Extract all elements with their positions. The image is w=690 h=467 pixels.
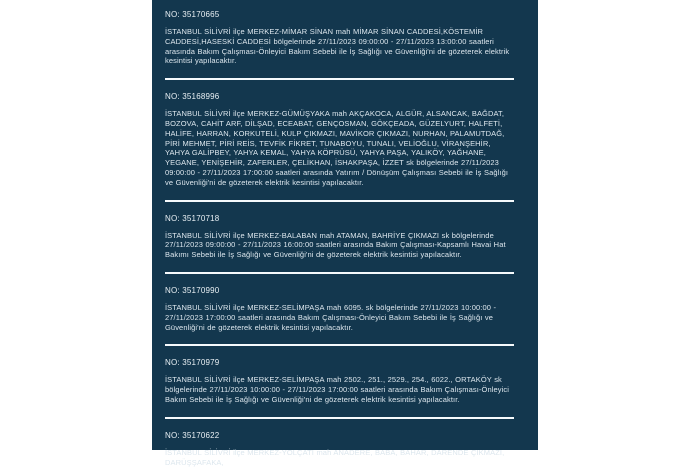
notice-number: NO: 35170718 <box>165 213 220 223</box>
outage-notice <box>165 358 514 418</box>
notice-number: NO: 35168996 <box>165 92 220 102</box>
notice-divider <box>165 417 514 419</box>
notice-number: NO: 35170665 <box>165 10 220 19</box>
notice-number: NO: 35170979 <box>165 358 220 368</box>
outage-notice-panel <box>152 0 538 467</box>
notice-text: İSTANBUL SİLİVRİ ilçe MERKEZ-YOLÇATI mah ANADERE, BABA, BAHAR, DARENDE ÇIKMAZI, DARÜŞŞAFAKA, <box>165 447 505 467</box>
outage-notice <box>165 431 514 467</box>
outage-notice <box>165 214 514 274</box>
notice-text: İSTANBUL SİLİVRİ ilçe MERKEZ-SELİMPAŞA mah 6095. sk bölgelerinde 27/11/2023 10:00:00 - 27/11/2023 17:00:00 saatleri arasında Bakım Çalışması-Önleyici Bakım Sebebi ile İş Sağlığı ve Güvenliği'ni de gözeterek elektrik kesintisi yapılacaktır. <box>165 302 497 332</box>
notice-divider <box>165 344 514 346</box>
outage-notice <box>165 92 514 201</box>
notice-divider <box>165 78 514 80</box>
outage-notice <box>165 10 514 80</box>
notice-text: İSTANBUL SİLİVRİ ilçe MERKEZ-BALABAN mah ATAMAN, BAHRİYE ÇIKMAZI sk bölgelerinde 27/11/2023 09:00:00 - 27/11/2023 16:00:00 saatleri arasında Bakım Çalışması-Kapsamlı Havai Hat Bakımı Sebebi ile İş Sağlığı ve Güvenliği'ni de gözeterek elektrik kesintisi yapılacaktır. <box>165 230 506 260</box>
notice-text: İSTANBUL SİLİVRİ ilçe MERKEZ-MİMAR SİNAN mah MİMAR SİNAN CADDESİ,KÖSTEMİR CADDESİ,HASESKİ CADDESİ bölgelerinde 27/11/2023 09:00:00 - 27/11/2023 13:00:00 saatleri arasında Bakım Çalışması-Önleyici Bakım Sebebi ile İş Sağlığı ve Güvenliği'ni de gözeterek elektrik kesintisi yapılacaktır. <box>165 27 510 66</box>
notice-number: NO: 35170622 <box>165 430 220 440</box>
notice-divider <box>165 272 514 274</box>
notice-divider <box>165 200 514 202</box>
notice-text: İSTANBUL SİLİVRİ ilçe MERKEZ-SELİMPAŞA mah 2502., 251., 2529., 254., 6022., ORTAKÖY sk bölgelerinde 27/11/2023 10:00:00 - 27/11/2023 17:00:00 saatleri arasında Bakım Çalışması-Önleyici Bakım Sebebi ile İş Sağlığı ve Güvenliği'ni de gözeterek elektrik kesintisi yapılacaktır. <box>165 375 509 404</box>
outage-notice <box>165 286 514 346</box>
notice-text: İSTANBUL SİLİVRİ ilçe MERKEZ-GÜMÜŞYAKA mah AKÇAKOCA, ALGÜR, ALSANCAK, BAĞDAT, BOZOVA, CAHİT ARF, DİLŞAD, ECEABAT, GENÇOSMAN, GÖKÇEADA, GÜZELYURT, HALFETİ, HALİFE, HARRAN, KORKUTELİ, KULP ÇIKMAZI, MAVİKOR ÇIKMAZI, NURHAN, PALAMUTDAĞ, PİRİ MEHMET, PİRİ REİS, TEVFİK FİKRET, TUNABOYU, TUNALI, VELİOĞLU, VİRANŞEHİR, YAHYA GALİPBEY, YAHYA KEMAL, YAHYA KÖPRÜSÜ, YAHYA PAŞA, YALIKÖY, YAĞHANE, YEGANE, YENİŞEHİR, ZAFERLER, ÇELİKHAN, İSHAKPAŞA, İZZET sk bölgelerinde 27/11/2023 09:00:00 - 27/11/2023 17:00:00 saatleri arasında Yatırım / Dönüşüm Çalışması Sebebi ile İş Sağlığı ve Güvenliği'ni de gözeterek elektrik kesintisi yapılacaktır. <box>165 109 509 187</box>
notice-number: NO: 35170990 <box>165 285 220 295</box>
